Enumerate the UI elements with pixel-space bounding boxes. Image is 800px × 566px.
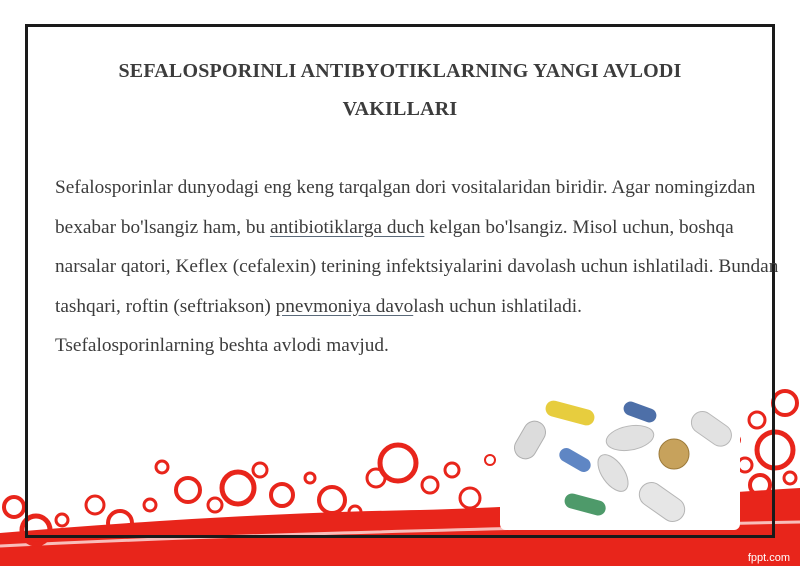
footer-brand: fppt.com [747,552,790,564]
pneumonia-link[interactable]: pnevmoniya davo [275,295,414,317]
paragraph-1-part-a: Sefalosporinlar dunyodagi eng keng tarqalgan dori vositalaridan biridir. Agar nomingizdan bexabar bo'lsangiz ham, bu [55,177,756,238]
paragraph-1 [55,168,780,326]
title-line-1: SEFALOSPORINLI ANTIBYOTIKLARNING YANGI AVLODI [118,60,682,82]
paragraph-1-part-b: kelgan bo'lsangiz. Misol uchun, boshqa narsalar qatori, Keflex (cefalexin) terining infektsiyalarini davolash uchun ishlatiladi. Bundan tashqari, roftin (seftriakson) [55,216,779,317]
slide-body [55,168,780,366]
title-line-2: VAKILLARI [342,98,458,120]
antibiotics-link[interactable]: antibiotiklarga duch [269,216,425,238]
paragraph-1-part-c: lash uchun ishlatiladi. [413,295,582,317]
paragraph-2: Tsefalosporinlarning beshta avlodi mavjud. [55,335,389,356]
slide-title [60,52,740,128]
